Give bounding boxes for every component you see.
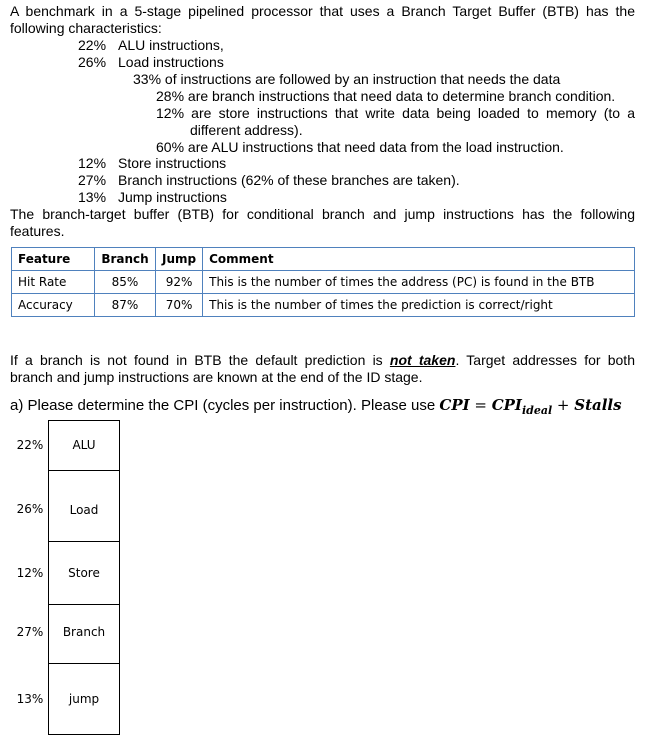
btb-intro-line-1: The branch-target buffer (BTB) for conditional branch and jump instructions has the following [10,206,635,222]
load-branch-need: 28% are branch instructions that need data to determine branch condition. [156,88,616,104]
table-header-row [12,248,635,271]
mix-jump-label: Jump instructions [118,189,227,205]
mix-jump-pct: 13% [78,189,107,205]
mix-jump [78,189,227,206]
table-row [12,271,635,294]
question-text: a) Please determine the CPI (cycles per instruction). Please use [10,397,440,414]
diagram-box-label: Store [68,566,100,580]
cpi-formula [439,396,622,417]
table-cell: Accuracy [12,294,95,317]
diagram-box-label: Branch [62,625,106,639]
mix-store-pct: 12% [78,155,107,171]
formula-eq: = [469,396,492,414]
load-store-need-2: different address). [190,122,303,138]
table-header: Jump [156,248,203,271]
table-cell: This is the number of times the prediction is correct/right [203,294,635,317]
mix-branch-pct: 27% [78,172,107,188]
load-followed: 33% of instructions are followed by an instruction that needs the data [133,71,561,87]
diagram-box-jump [48,663,120,735]
table-cell: 85% [95,271,156,294]
table-cell: 87% [95,294,156,317]
intro-line-2: following characteristics: [10,20,162,36]
diagram-pct: 22% [16,438,44,452]
mix-branch-label: Branch instructions (62% of these branches are taken). [118,172,460,188]
formula-ideal-sub: ideal [521,404,553,417]
table-header: Comment [203,248,635,271]
note-part-1: If a branch is not found in BTB the default prediction is [10,352,390,368]
diagram-box-alu [48,420,120,470]
diagram-pct: 13% [16,692,44,706]
diagram-box-label: ALU [72,438,96,452]
table-cell: 70% [156,294,203,317]
table-cell: This is the number of times the address (PC) is found in the BTB [203,271,635,294]
table-cell: 92% [156,271,203,294]
table-row [12,294,635,317]
mix-alu [78,37,224,54]
mix-alu-pct: 22% [78,37,107,53]
mix-alu-label: ALU instructions, [118,37,224,53]
load-alu-need: 60% are ALU instructions that need data from the load instruction. [156,139,564,155]
note-emphasis: not taken [389,352,456,368]
diagram-box-store [48,541,120,604]
formula-plus: + [552,396,575,414]
diagram-box-load [48,470,120,541]
question [10,395,622,417]
diagram-pct: 27% [16,625,44,639]
diagram-pct: 26% [16,502,44,516]
btb-intro-line-2: features. [10,223,65,239]
intro-line-1: A benchmark in a 5-stage pipelined processor that uses a Branch Target Buffer (BTB) has the [10,3,635,19]
mix-load-pct: 26% [78,54,107,70]
table-cell: Hit Rate [12,271,95,294]
formula-stalls: Stalls [574,396,622,414]
formula-cpi-ideal: CPI [491,396,522,414]
btb-feature-table [11,247,635,317]
table-header: Feature [12,248,95,271]
mix-branch [78,172,460,189]
diagram-pct: 12% [16,566,44,580]
mix-load [78,54,224,71]
note-line-1 [10,352,635,369]
mix-store [78,155,226,172]
mix-store-label: Store instructions [118,155,227,171]
note-part-2: . Target addresses for both [455,352,635,368]
diagram-box-label: Load [69,503,99,517]
load-store-need-1: 12% are store instructions that write data being loaded to memory (to a [156,105,635,121]
diagram-box-label: jump [68,692,100,706]
diagram-box-branch [48,604,120,663]
note-line-2: branch and jump instructions are known at the end of the ID stage. [10,369,423,385]
mix-load-label: Load instructions [118,54,224,70]
formula-cpi: CPI [439,396,470,414]
table-header: Branch [95,248,156,271]
